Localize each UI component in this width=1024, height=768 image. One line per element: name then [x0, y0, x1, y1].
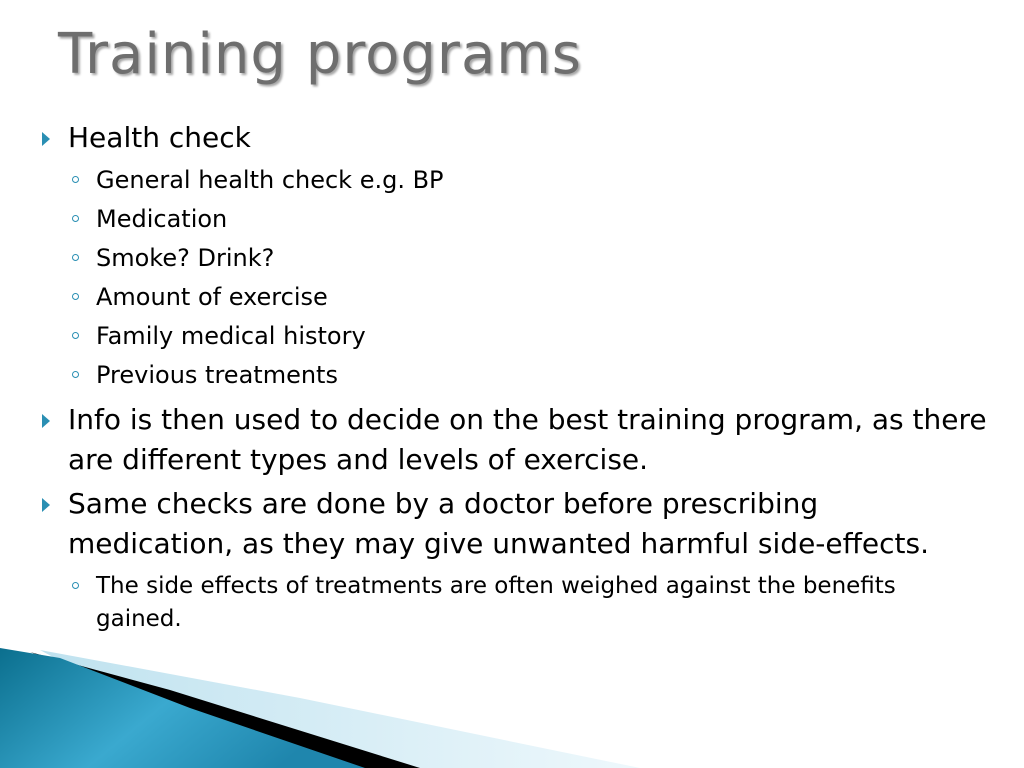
sub-bullet-text: Family medical history — [96, 322, 366, 350]
slide-title: Training programs — [58, 22, 582, 87]
sub-bullet — [40, 164, 990, 197]
sub-bullet-text: Medication — [96, 205, 228, 233]
sub-bullet-text: Amount of exercise — [96, 283, 328, 311]
bullet-arrow-icon — [42, 132, 50, 146]
sub-bullet-text: Smoke? Drink? — [96, 244, 275, 272]
bullet-circle-icon — [72, 371, 79, 378]
bullet-circle-icon — [72, 176, 79, 183]
bullet-text: Health check — [68, 121, 251, 154]
bullet-text: Info is then used to decide on the best training program, as there are different types and levels of exercise. — [68, 403, 987, 476]
bullet-arrow-icon — [42, 414, 50, 428]
sub-bullet — [40, 242, 990, 275]
bullet-health-check — [40, 118, 990, 158]
sub-bullet — [40, 570, 916, 636]
bullet-info-used — [40, 400, 990, 480]
bullet-circle-icon — [72, 215, 79, 222]
sub-bullet — [40, 281, 990, 314]
sub-bullet-text: Previous treatments — [96, 361, 338, 389]
bullet-circle-icon — [72, 582, 79, 589]
sub-bullet — [40, 203, 990, 236]
sub-bullet — [40, 359, 990, 392]
bullet-same-checks — [40, 484, 990, 564]
slide-content — [40, 114, 990, 636]
bullet-arrow-icon — [42, 498, 50, 512]
bullet-circle-icon — [72, 332, 79, 339]
bullet-circle-icon — [72, 293, 79, 300]
bullet-circle-icon — [72, 254, 79, 261]
sub-bullet-text: The side effects of treatments are often weighed against the benefits gained. — [96, 573, 896, 632]
sub-bullet — [40, 320, 990, 353]
bullet-text: Same checks are done by a doctor before prescribing medication, as they may give unwanted harmful side-effects. — [68, 487, 929, 560]
sub-bullet-text: General health check e.g. BP — [96, 166, 444, 194]
